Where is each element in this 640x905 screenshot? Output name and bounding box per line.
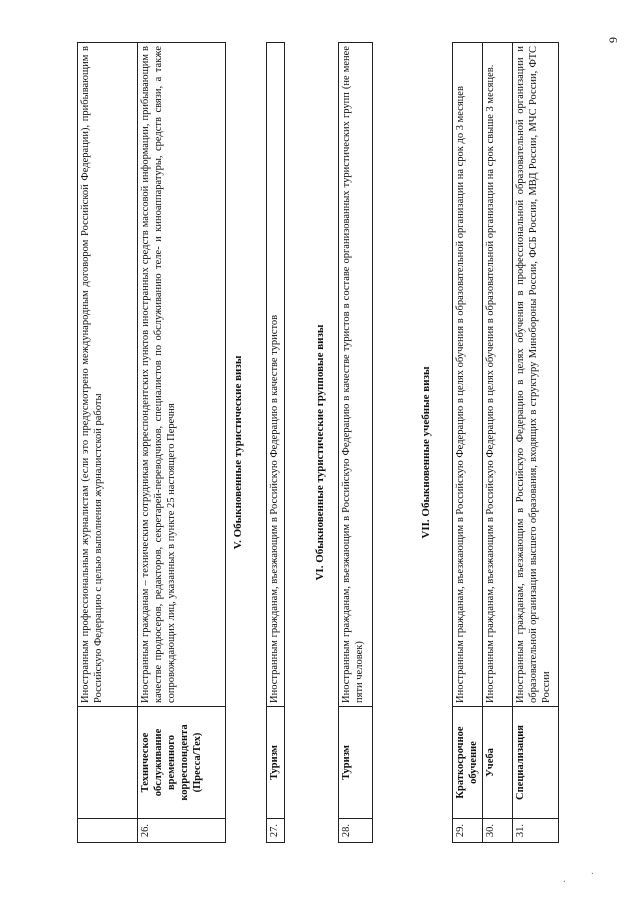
visa-description: Иностранным гражданам, въезжающим в Российскую Федерацию в качестве туристов в составе организованных туристических групп (не менее пяти человек) xyxy=(339,43,373,707)
visa-table-continuation xyxy=(77,42,226,843)
table-row xyxy=(483,43,513,843)
scan-speck: · xyxy=(560,879,571,883)
row-number: 27. xyxy=(267,819,285,843)
table-row xyxy=(78,43,138,843)
visa-category: Учеба xyxy=(483,707,513,819)
visa-description: Иностранным гражданам – техническим сотрудникам корреспондентских пунктов иностранных средств массовой информации, прибывающим в качестве продюсеров, редакторов, секретарей-переводчиков, специалистов по обслуживанию теле- и киноаппаратуры, средств связи, а также сопровождающих лиц, указанных в пункте 25 настоящего Перечня xyxy=(138,43,226,707)
visa-category: Техническое обслуживание временного корреспондента (Пресса/Тех) xyxy=(138,707,226,819)
section-heading-tourist: V. Обыкновенные туристические визы xyxy=(232,355,244,550)
scan-speck: · xyxy=(588,871,599,875)
visa-description: Иностранным гражданам, въезжающим в Российскую Федерацию в качестве туристов xyxy=(267,43,285,707)
table-row xyxy=(138,43,226,843)
visa-description: Иностранным гражданам, въезжающим в Российскую Федерацию в целях обучения в образовательной организации на срок свыше 3 месяцев. xyxy=(483,43,513,707)
section-heading-study: VII. Обыкновенные учебные визы xyxy=(420,366,432,539)
row-number: 26. xyxy=(138,819,226,843)
visa-description: Иностранным профессиональным журналистам (если это предусмотрено международным договором Российской Федерации), прибывающим в Российскую Федерацию с целью выполнения журналистской работы xyxy=(78,43,138,707)
row-number: 30. xyxy=(483,819,513,843)
visa-category: Краткосрочное обучение xyxy=(453,707,483,819)
visa-table-tourist xyxy=(266,42,285,843)
row-number xyxy=(78,819,138,843)
row-number: 29. xyxy=(453,819,483,843)
visa-description: Иностранным гражданам, въезжающим в Российскую Федерацию в целях обучения в образовательной организации на срок до 3 месяцев xyxy=(453,43,483,707)
page-number: 9 xyxy=(606,37,620,43)
row-number: 31. xyxy=(513,819,559,843)
table-row xyxy=(339,43,373,843)
row-number: 28. xyxy=(339,819,373,843)
visa-category: Туризм xyxy=(339,707,373,819)
table-row xyxy=(513,43,559,843)
visa-table-study xyxy=(452,42,559,843)
table-row xyxy=(267,43,285,843)
section-heading-tourist-group: VI. Обыкновенные туристические групповые визы xyxy=(314,324,326,581)
visa-category: Специализация xyxy=(513,707,559,819)
visa-category xyxy=(78,707,138,819)
visa-category: Туризм xyxy=(267,707,285,819)
visa-table-tourist-group xyxy=(338,42,373,843)
visa-description: Иностранным гражданам, въезжающим в Российскую Федерацию в целях обучения в профессиональной образовательной организации и образовательной организации высшего образования, входящих в структуру Минобороны России, ФСБ России, МВД России, МЧС России, ФТС России xyxy=(513,43,559,707)
table-row xyxy=(453,43,483,843)
